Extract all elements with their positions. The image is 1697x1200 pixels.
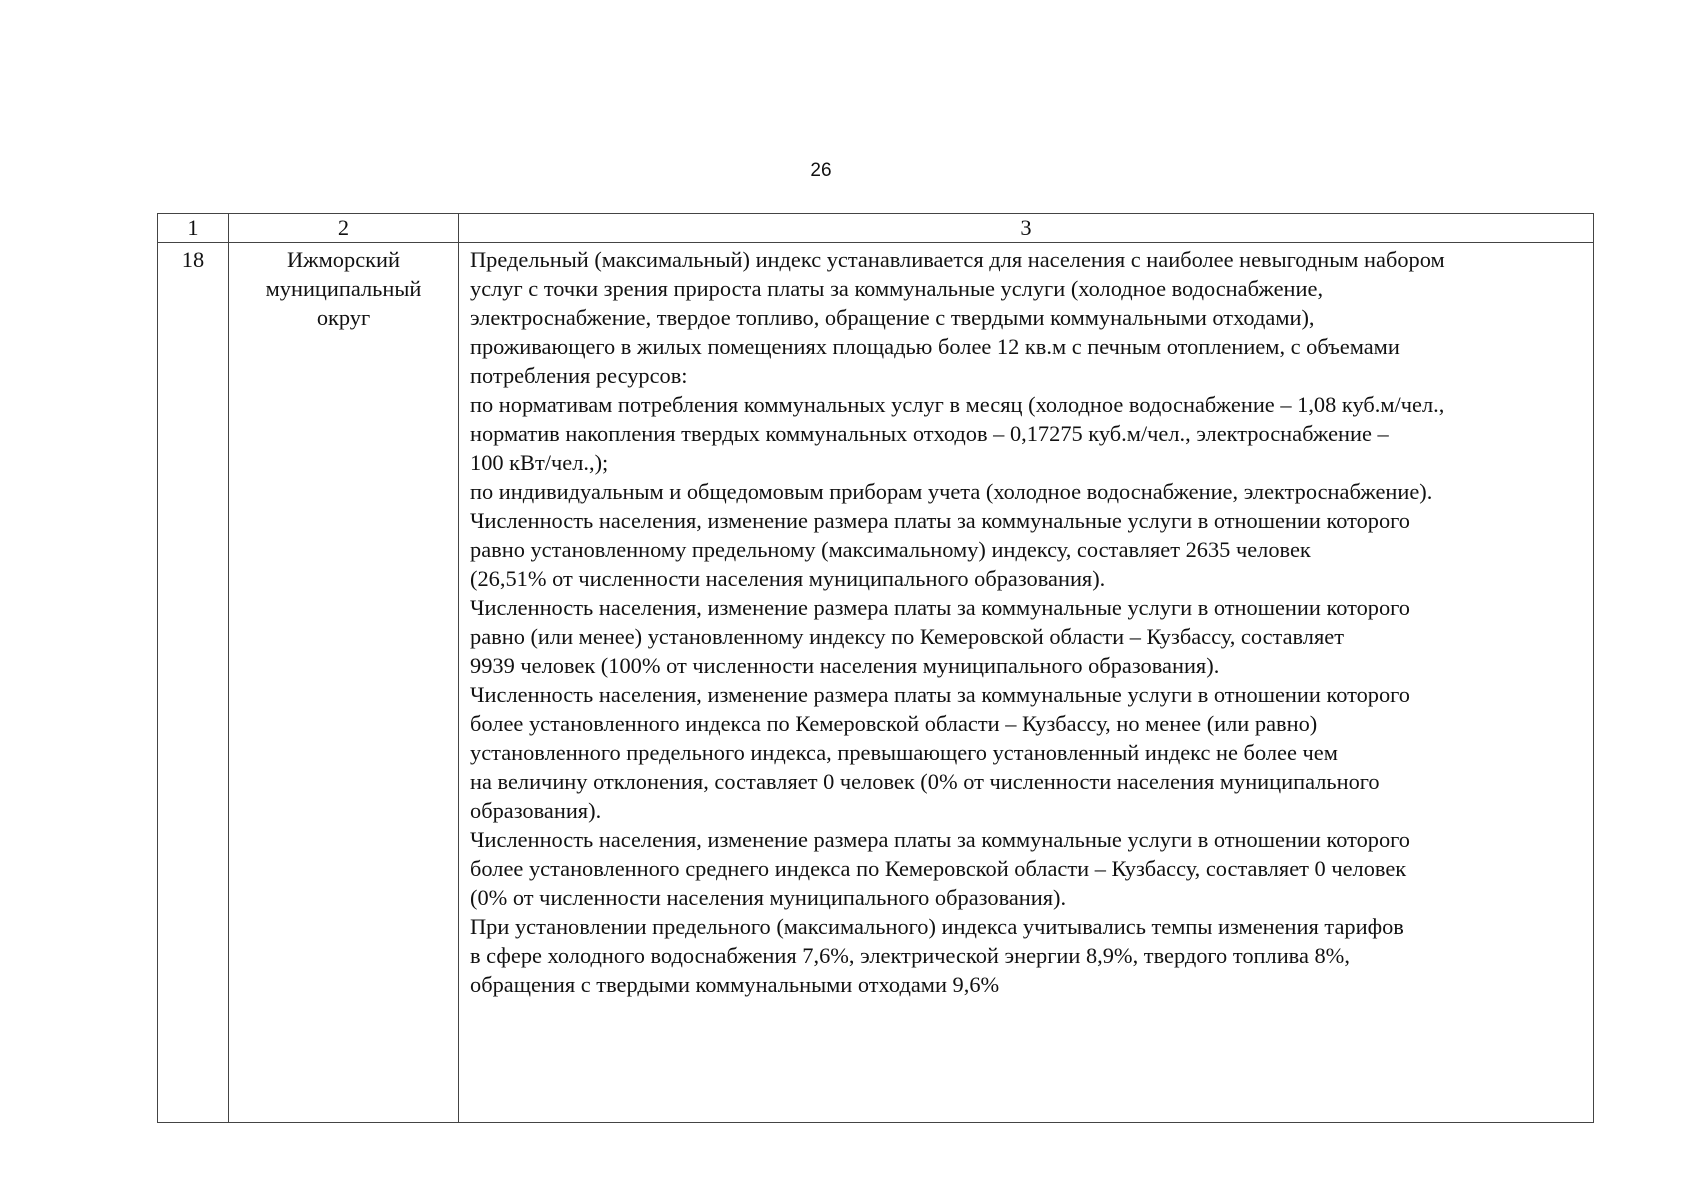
text-line: (26,51% от численности населения муниципального образования). <box>470 566 1106 591</box>
text-line: При установлении предельного (максимального) индекса учитывались темпы изменения тарифов <box>470 914 1404 939</box>
text-line: (0% от численности населения муниципального образования). <box>470 885 1067 910</box>
municipality-name-line: муниципальный <box>265 276 422 301</box>
text-line: Численность населения, изменение размера платы за коммунальные услуги в отношении которого <box>470 595 1411 620</box>
header-cell-1: 1 <box>158 214 229 243</box>
row-number: 18 <box>158 243 229 1123</box>
text-line: Численность населения, изменение размера платы за коммунальные услуги в отношении которого <box>470 682 1411 707</box>
header-cell-2: 2 <box>229 214 459 243</box>
text-line: потребления ресурсов: <box>470 363 688 388</box>
table-header-row <box>158 214 1594 243</box>
text-line: по индивидуальным и общедомовым приборам учета (холодное водоснабжение, электроснабжение). <box>470 479 1433 504</box>
text-line: в сфере холодного водоснабжения 7,6%, электрической энергии 8,9%, твердого топлива 8%, <box>470 943 1350 968</box>
text-line: Численность населения, изменение размера платы за коммунальные услуги в отношении которого <box>470 508 1411 533</box>
document-table <box>157 213 1594 1123</box>
text-line: 100 кВт/чел.,); <box>470 450 609 475</box>
text-line: на величину отклонения, составляет 0 человек (0% от численности населения муниципального <box>470 769 1380 794</box>
text-line: по нормативам потребления коммунальных услуг в месяц (холодное водоснабжение – 1,08 куб.м/чел., <box>470 392 1445 417</box>
text-line: установленного предельного индекса, превышающего установленный индекс не более чем <box>470 740 1338 765</box>
text-line: более установленного среднего индекса по Кемеровской области – Кузбассу, составляет 0 человек <box>470 856 1407 881</box>
text-line: равно установленному предельному (максимальному) индексу, составляет 2635 человек <box>470 537 1311 562</box>
text-line: Предельный (максимальный) индекс устанавливается для населения с наиболее невыгодным набором <box>470 247 1445 272</box>
text-line: услуг с точки зрения прироста платы за коммунальные услуги (холодное водоснабжение, <box>470 276 1324 301</box>
page-number: 26 <box>810 160 832 181</box>
text-line: образования). <box>470 798 602 823</box>
table-row <box>158 243 1594 1123</box>
text-line: Численность населения, изменение размера платы за коммунальные услуги в отношении которого <box>470 827 1411 852</box>
text-line: 9939 человек (100% от численности населения муниципального образования). <box>470 653 1220 678</box>
municipality-name-line: Ижморский <box>287 247 400 272</box>
text-line: электроснабжение, твердое топливо, обращение с твердыми коммунальными отходами), <box>470 305 1315 330</box>
municipality-name <box>229 243 459 1123</box>
text-line: обращения с твердыми коммунальными отходами 9,6% <box>470 972 1000 997</box>
text-line: проживающего в жилых помещениях площадью более 12 кв.м с печным отоплением, с объемами <box>470 334 1400 359</box>
municipality-name-line: округ <box>316 305 371 330</box>
description-text <box>459 243 1594 1123</box>
header-cell-3: 3 <box>459 214 1594 243</box>
text-line: норматив накопления твердых коммунальных отходов – 0,17275 куб.м/чел., электроснабжение – <box>470 421 1389 446</box>
text-line: более установленного индекса по Кемеровской области – Кузбассу, но менее (или равно) <box>470 711 1318 736</box>
text-line: равно (или менее) установленному индексу по Кемеровской области – Кузбассу, составляет <box>470 624 1345 649</box>
